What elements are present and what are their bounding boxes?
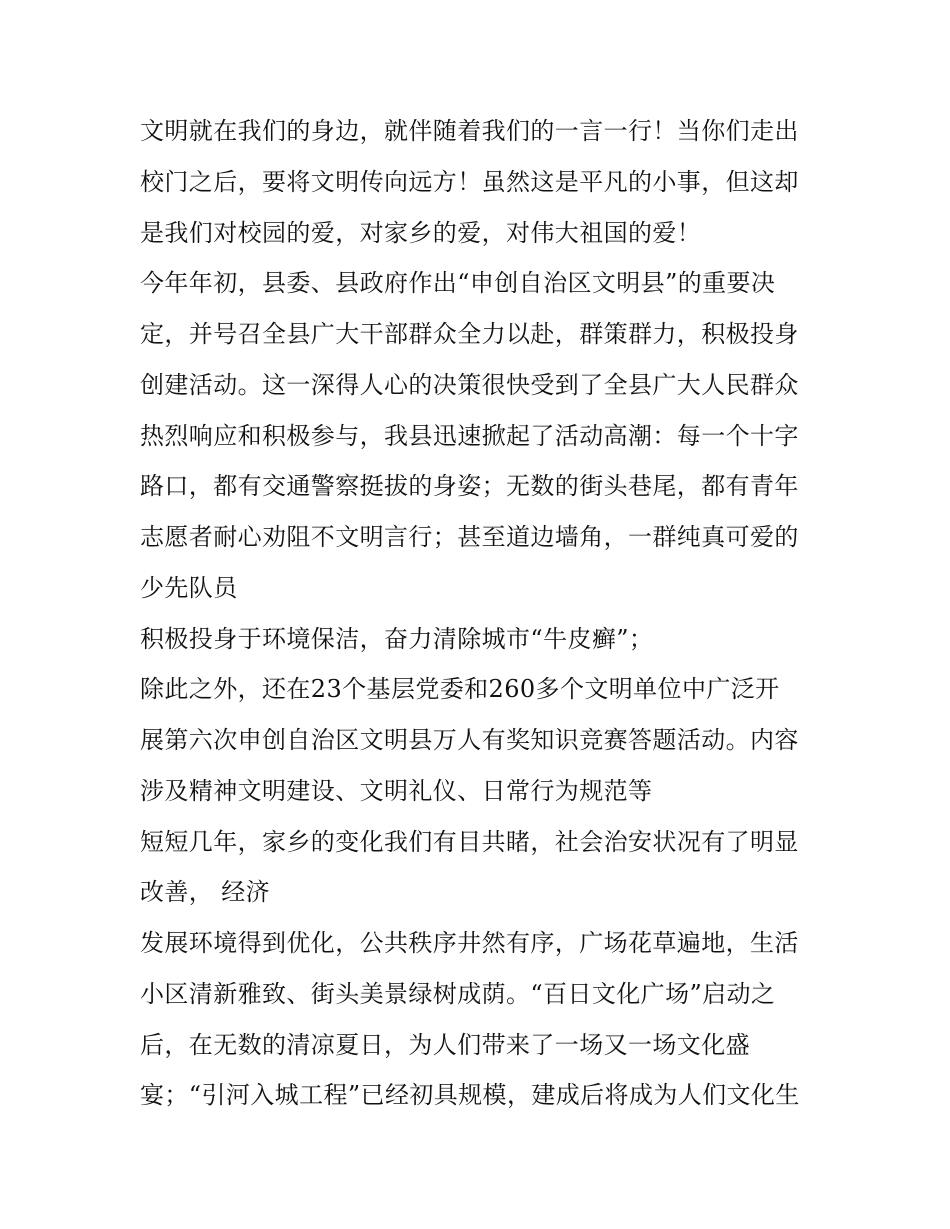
text-line: 发展环境得到优化，公共秩序井然有序，广场花草遍地，生活 (140, 929, 799, 957)
text-line: 路口，都有交通警察挺拔的身姿；无数的街头巷尾，都有青年 (140, 472, 799, 501)
text-line: 积极投身于环境保洁，奋力清除城市“牛皮癣”； (140, 624, 654, 653)
text-line: 宴；“引河入城工程”已经初具规模，建成后将成为人们文化生 (140, 1081, 800, 1110)
text-line: 后，在无数的清凉夏日，为人们带来了一场又一场文化盛 (140, 1030, 750, 1059)
text-line: 今年年初，县委、县政府作出“申创自治区文明县”的重要决 (140, 269, 776, 298)
text-line: 定，并号召全县广大干部群众全力以赴，群策群力，积极投身 (140, 320, 799, 348)
text-line: 是我们对校园的爱，对家乡的爱，对伟大祖国的爱！ (140, 218, 702, 247)
text-line: 展第六次申创自治区文明县万人有奖知识竞赛答题活动。内容 (140, 726, 799, 754)
document-body (140, 106, 820, 1121)
text-line: 小区清新雅致、街头美景绿树成荫。“百日文化广场”启动之 (140, 979, 776, 1008)
text-line: 文明就在我们的身边，就伴随着我们的一言一行！当你们走出 (140, 117, 799, 145)
text-line: 除此之外，还在23个基层党委和260多个文明单位中广泛开 (140, 675, 780, 704)
text-line: 志愿者耐心劝阻不文明言行；甚至道边墙角，一群纯真可爱的 (140, 523, 799, 551)
text-line: 涉及精神文明建设、文明礼仪、日常行为规范等 (140, 776, 653, 805)
text-line: 短短几年，家乡的变化我们有目共睹，社会治安状况有了明显 (140, 827, 799, 856)
text-line: 热烈响应和积极参与，我县迅速掀起了活动高潮：每一个十字 (140, 421, 799, 450)
text-line: 改善， 经济 (140, 878, 271, 907)
text-line: 少先队员 (140, 573, 238, 602)
text-line: 创建活动。这一深得人心的决策很快受到了全县广大人民群众 (140, 370, 799, 399)
text-line: 校门之后，要将文明传向远方！虽然这是平凡的小事，但这却 (140, 167, 799, 196)
